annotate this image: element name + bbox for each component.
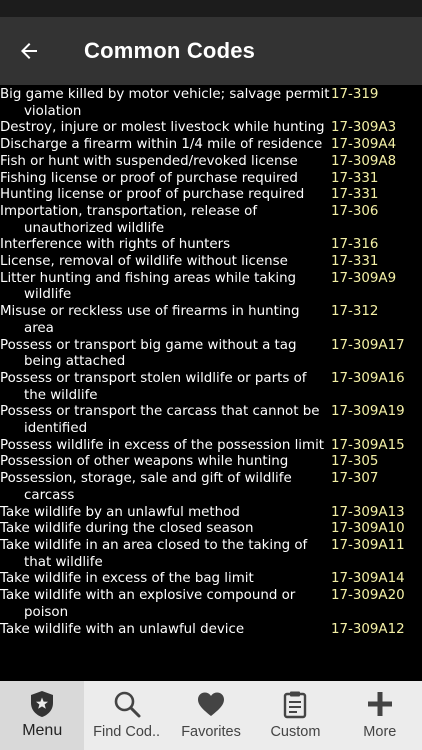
code-row[interactable] [0, 154, 422, 171]
code-number: 17-309A10 [331, 521, 405, 537]
code-number: 17-309A16 [331, 370, 405, 386]
code-row[interactable] [0, 237, 422, 254]
code-number: 17-306 [331, 203, 379, 219]
code-row[interactable] [0, 521, 422, 538]
code-row[interactable] [0, 438, 422, 455]
code-description: Take wildlife with an explosive compound or poison [0, 588, 296, 620]
code-description: Take wildlife by an unlawful method [0, 504, 240, 520]
back-button[interactable] [1, 23, 57, 79]
code-description: Fishing license or proof of purchase required [0, 170, 298, 186]
code-description: Big game killed by motor vehicle; salvage permit violation [0, 87, 330, 119]
code-number: 17-309A17 [331, 337, 405, 353]
code-description: Possession of other weapons while hunting [0, 454, 289, 470]
status-bar [0, 0, 422, 17]
code-description: Possession, storage, sale and gift of wildlife carcass [0, 471, 292, 503]
code-row[interactable] [0, 622, 422, 639]
code-row[interactable] [0, 254, 422, 271]
code-row[interactable] [0, 505, 422, 522]
code-number: 17-309A8 [331, 153, 397, 169]
code-row[interactable] [0, 471, 422, 504]
code-row[interactable] [0, 87, 422, 120]
code-row[interactable] [0, 271, 422, 304]
tab-more[interactable] [338, 681, 422, 750]
code-number: 17-316 [331, 237, 379, 253]
code-description: Take wildlife with an unlawful device [0, 621, 245, 637]
code-description: Discharge a firearm within 1/4 mile of residence [0, 137, 323, 153]
code-row[interactable] [0, 338, 422, 371]
code-description: Possess or transport stolen wildlife or parts of the wildlife [0, 370, 307, 403]
code-description: Hunting license or proof of purchase required [0, 187, 305, 203]
shield-star-icon [27, 689, 57, 719]
code-description: Importation, transportation, release of unauthorized wildlife [0, 203, 258, 236]
code-number: 17-331 [331, 254, 379, 270]
tab-custom[interactable] [253, 681, 337, 750]
clipboard-icon [280, 689, 310, 719]
code-number: 17-309A12 [331, 621, 405, 637]
code-number: 17-331 [331, 187, 379, 203]
code-number: 17-309A9 [331, 270, 397, 286]
code-description: Interference with rights of hunters [0, 237, 231, 253]
code-description: Possess or transport big game without a tag being attached [0, 337, 297, 370]
code-number: 17-309A15 [331, 437, 405, 453]
code-row[interactable] [0, 571, 422, 588]
tab-label: Custom [270, 724, 321, 740]
code-row[interactable] [0, 538, 422, 571]
code-description: Take wildlife in excess of the bag limit [0, 571, 254, 587]
code-number: 17-309A20 [331, 588, 405, 604]
code-description: Take wildlife in an area closed to the taking of that wildlife [0, 537, 308, 570]
tab-label: Menu [22, 722, 63, 739]
code-description: Litter hunting and fishing areas while taking wildlife [0, 270, 297, 303]
code-number: 17-331 [331, 170, 379, 186]
code-description: Destroy, injure or molest livestock while hunting [0, 120, 325, 136]
code-row[interactable] [0, 404, 422, 437]
tab-label: Favorites [181, 724, 241, 740]
plus-icon [365, 689, 395, 719]
code-row[interactable] [0, 120, 422, 137]
code-row[interactable] [0, 204, 422, 237]
code-number: 17-309A19 [331, 404, 405, 420]
code-number: 17-309A3 [331, 120, 397, 136]
tab-bar [0, 681, 422, 750]
arrow-left-icon [17, 39, 41, 63]
tab-menu[interactable] [0, 681, 84, 750]
code-list[interactable] [0, 87, 422, 681]
tab-find-cod[interactable] [84, 681, 168, 750]
code-number: 17-319 [331, 87, 379, 102]
tab-label: More [363, 724, 397, 740]
code-number: 17-305 [331, 454, 379, 470]
code-row[interactable] [0, 588, 422, 621]
page-title: Common Codes [84, 38, 256, 63]
code-description: Fish or hunt with suspended/revoked license [0, 153, 298, 169]
search-icon [112, 689, 142, 719]
tab-favorites[interactable] [169, 681, 253, 750]
code-number: 17-307 [331, 471, 379, 487]
code-number: 17-309A13 [331, 504, 405, 520]
code-description: Possess wildlife in excess of the possession limit [0, 437, 325, 453]
code-row[interactable] [0, 171, 422, 188]
tab-label: Find Cod.. [93, 724, 161, 740]
code-number: 17-309A4 [331, 137, 397, 153]
code-row[interactable] [0, 137, 422, 154]
code-row[interactable] [0, 187, 422, 204]
code-description: Take wildlife during the closed season [0, 521, 254, 537]
code-number: 17-309A11 [331, 537, 405, 553]
code-number: 17-312 [331, 304, 379, 320]
code-description: Possess or transport the carcass that cannot be identified [0, 404, 320, 437]
code-description: License, removal of wildlife without license [0, 254, 288, 270]
code-row[interactable] [0, 304, 422, 337]
code-row[interactable] [0, 454, 422, 471]
code-number: 17-309A14 [331, 571, 405, 587]
heart-icon [196, 689, 226, 719]
code-description: Misuse or reckless use of firearms in hunting area [0, 304, 300, 336]
code-row[interactable] [0, 371, 422, 404]
app-bar [0, 17, 422, 85]
